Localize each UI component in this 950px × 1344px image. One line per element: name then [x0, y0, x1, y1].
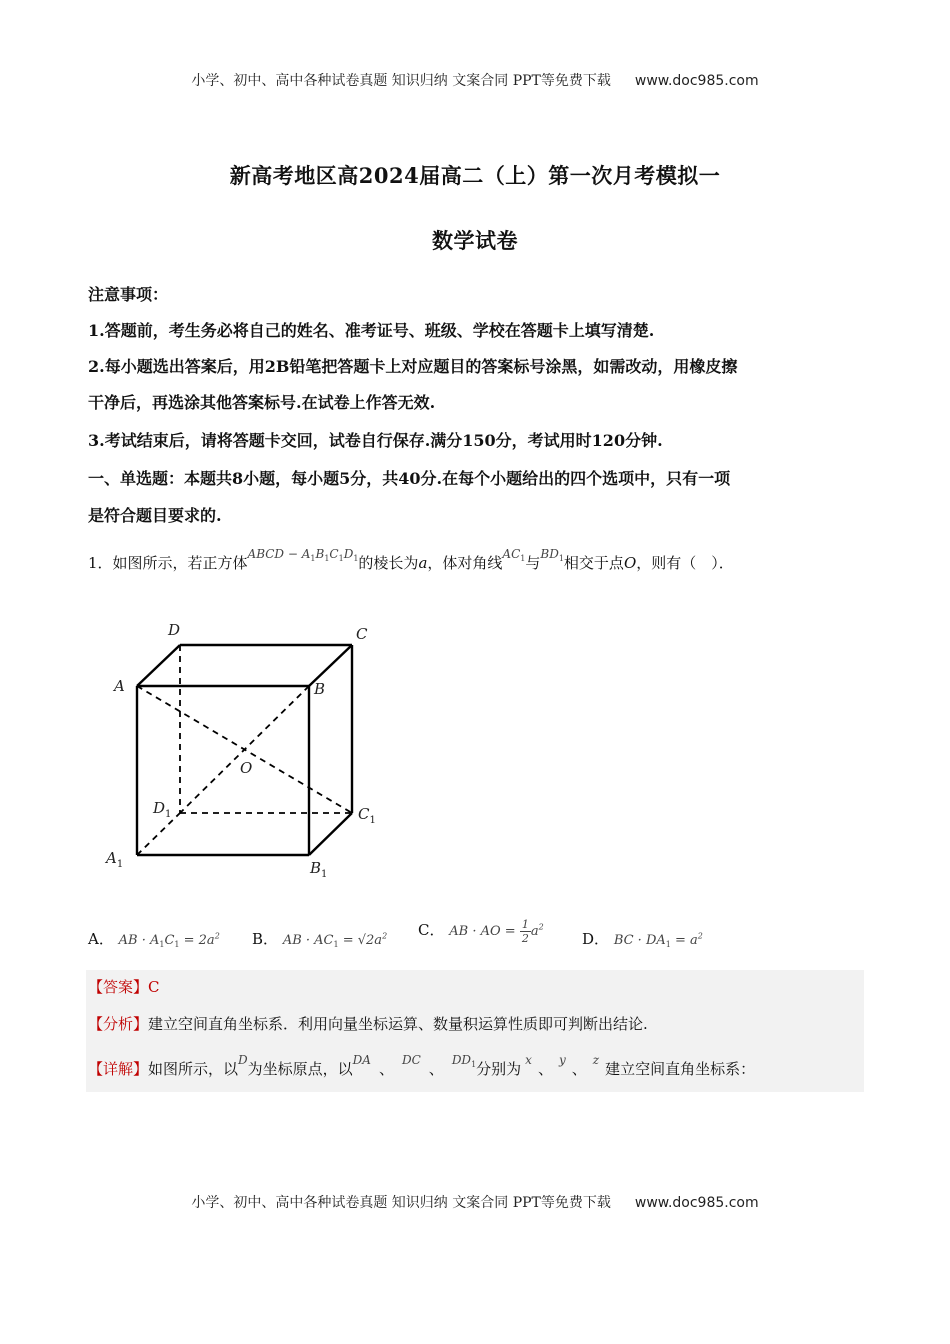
diagonal-BD1: [180, 686, 309, 813]
notes-heading: 注意事项：: [88, 285, 169, 304]
detail-tag: 【详解】: [88, 1060, 149, 1078]
section-heading-1: 一、单选题：本题共8小题，每小题5分，共40分.在每个小题给出的四个选项中，只有一项: [88, 469, 731, 488]
section-heading-2: 是符合题目要求的.: [88, 506, 222, 525]
label-C1: $C_1$: [358, 805, 376, 826]
answer-tag: 【答案】: [88, 978, 149, 996]
label-A1: $A_1$: [106, 849, 124, 870]
header-site[interactable]: www.doc985.com: [634, 73, 759, 89]
analysis-text: 建立空间直角坐标系．利用向量坐标运算、数量积运算性质即可判断出结论.: [148, 1015, 648, 1033]
exam-title: 新高考地区高2024届高二（上）第一次月考模拟一: [229, 163, 721, 188]
analysis-line: [88, 1013, 648, 1034]
detail-line: 【详解】如图所示，以$^D$为坐标原点，以$^{DA}$ 、 $^{DC}$ 、 $^{DD_1}$分别为 $^x$ 、 $^y$ 、 $^z$ 建立空间直角坐标系：: [88, 1053, 756, 1078]
page-header: [0, 70, 950, 90]
choice-b[interactable]: B． AB · $AC_1 = √2a^2$: [252, 930, 388, 949]
label-B1: $B_1$: [310, 859, 328, 880]
note-3: 3.考试结束后，请将答题卡交回，试卷自行保存.满分150分，考试用时120分钟.: [88, 431, 663, 450]
edge-B1C1: [309, 813, 352, 855]
label-B: B: [314, 680, 326, 698]
edge-A1D1: [137, 813, 180, 855]
exam-subtitle: 数学试卷: [432, 228, 518, 253]
label-D: D: [168, 621, 181, 639]
diagonal-bd1: BD1: [540, 547, 564, 563]
label-C: C: [356, 625, 368, 643]
note-1: 1.答题前，考生务必将自己的姓名、准考证号、班级、学校在答题卡上填写清楚.: [88, 321, 655, 340]
cube-notation: ABCD − A1B1C1D1: [247, 547, 359, 563]
answer-line: [88, 976, 160, 997]
choice-d[interactable]: D． BC · $DA_1 = a^2$: [582, 930, 703, 949]
header-text: 小学、初中、高中各种试卷真题 知识归纳 文案合同 PPT等免费下载: [191, 73, 611, 89]
note-2b: 干净后，再选涂其他答案标号.在试卷上作答无效.: [88, 393, 436, 412]
cube-figure: [100, 615, 400, 885]
answer-value: C: [148, 978, 160, 996]
footer-text: 小学、初中、高中各种试卷真题 知识归纳 文案合同 PPT等免费下载: [191, 1195, 611, 1211]
edge-AD: [137, 645, 180, 686]
analysis-tag: 【分析】: [88, 1015, 149, 1033]
label-A: A: [114, 677, 125, 695]
page-footer: [0, 1192, 950, 1212]
footer-site[interactable]: www.doc985.com: [634, 1195, 759, 1211]
diagonal-ac1: AC1: [502, 547, 526, 563]
note-2a: 2.每小题选出答案后，用2B铅笔把答题卡上对应题目的答案标号涂黑，如需改动，用橡皮擦: [88, 357, 738, 376]
choice-c[interactable]: C． AB · AO = $\frac{1}{2}a^2$: [418, 918, 544, 945]
question-1: 1．如图所示，若正方体$^{ABCD - A_1B_1C_1D_1}$的棱长为a，体对角线$^{AC_1}$与$^{BD_1}$相交于点O，则有（ ）．: [88, 547, 734, 572]
choice-a[interactable]: A． AB · $A_1C_1 = 2a^2$: [88, 930, 220, 949]
label-D1: $D_1$: [153, 799, 172, 820]
label-O: O: [240, 759, 253, 777]
